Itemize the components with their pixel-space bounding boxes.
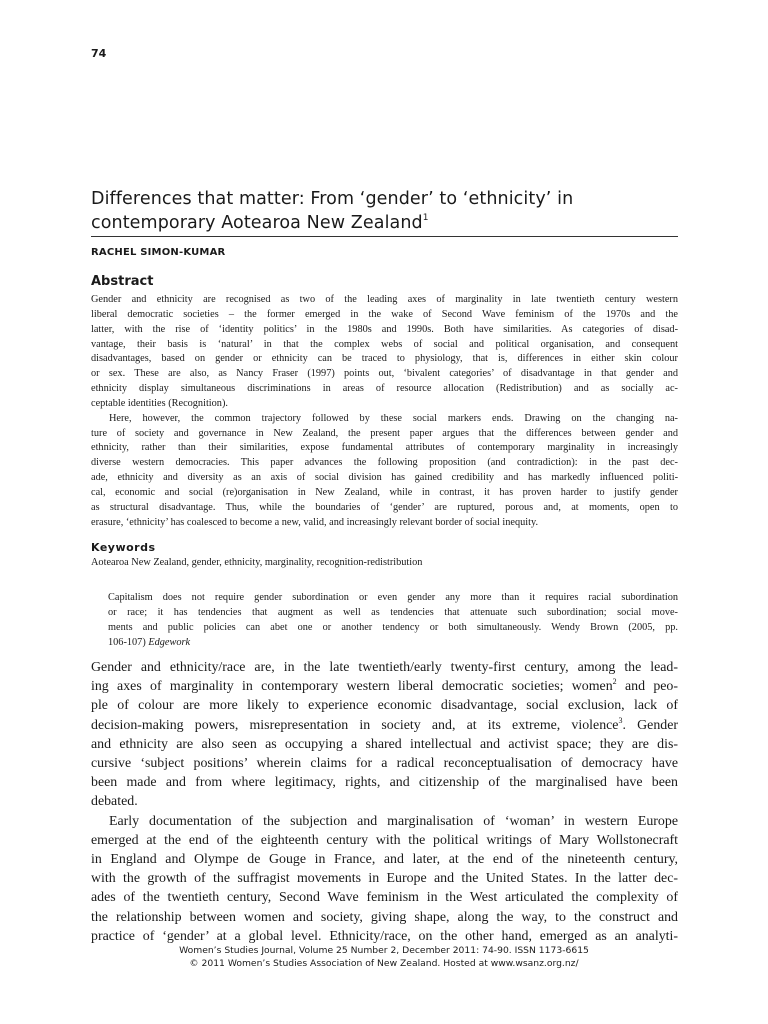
epigraph-line: Capitalism does not require gender subordination or even gender any more than it requires racial subordination [108,592,678,603]
body-line: and ethnicity are also seen as occupying a shared intellectual and activist space; they are dis- [91,736,678,752]
abstract-line: diverse western democracies. This paper advances the following proposition (and contradiction): in the past dec- [91,457,678,469]
body-line: ades of the twentieth century, Second Wave feminism in the West articulated the complexity of [91,890,678,906]
epigraph-line: or race; it has tendencies that augment as well as tendencies that attenuate such subordination; social move- [108,607,678,618]
abstract-body [91,293,678,531]
abstract-line: as structural disadvantage. Thus, while the boundaries of ‘gender’ are ruptured, porous and, at moments, open to [91,501,678,513]
body-line-text: and peo- [616,679,679,695]
journal-citation: Women’s Studies Journal, Volume 25 Number 2, December 2011: 74-90. ISSN 1173-6615 [179,945,589,956]
body-line: Early documentation of the subjection and marginalisation of ‘woman’ in western Europe [109,813,678,829]
abstract-line: ceptable identities (Recognition). [91,397,228,409]
page-footer [0,944,768,970]
page-number: 74 [91,47,107,60]
abstract-line: Here, however, the common trajectory followed by these social markers ends. Drawing on the changing na- [109,412,678,424]
title-line-2 [91,211,681,235]
body-line: cursive ‘subject positions’ wherein claims for a radical reconceptualisation of democracy have [91,756,678,772]
abstract-line: erasure, ‘ethnicity’ has coalesced to become a new, valid, and increasingly relevant border of social inequity. [91,516,539,528]
abstract-line: ture of society and governance in New Zealand, the present paper argues that the differences between gender and [91,427,678,439]
epigraph-source-title: Edgework [148,637,191,648]
author-name: RACHEL SIMON-KUMAR [91,247,226,258]
keywords-heading: Keywords [91,541,156,554]
body-line: emerged at the end of the eighteenth century with the political writings of Mary Wollstonecraft [91,832,678,848]
keywords-list: Aotearoa New Zealand, gender, ethnicity, marginality, recognition-redistribution [91,557,423,568]
abstract-heading: Abstract [91,274,154,289]
abstract-line: or sex. These are also, as Nancy Fraser (1997) points out, ‘bivalent categories’ of disadvantage in that gender and [91,368,678,380]
epigraph-quote [108,590,678,650]
abstract-line: Gender and ethnicity are recognised as two of the leading axes of marginality in late twentieth century western [91,294,678,305]
epigraph-pages: 106-107) [108,637,146,648]
copyright-notice: © 2011 Women’s Studies Association of New Zealand. Hosted at www.wsanz.org.nz/ [189,958,579,969]
abstract-line: ade, ethnicity and diversity as an axis of social division has gained credibility and has markedly influenced politi- [91,472,678,484]
epigraph-line [108,635,678,650]
title-line-1: Differences that matter: From ‘gender’ to ‘ethnicity’ in [91,188,574,209]
footnote-ref-2[interactable]: 2 [612,677,617,687]
body-line-text: decision-making powers, misrepresentation in society and, at its extreme, violence [91,717,619,733]
title-line-2-text: contemporary Aotearoa New Zealand [91,212,423,233]
body-line: in England and Olympe de Gouge in France, and later, at the end of the nineteenth century, [91,852,678,868]
article-title [91,187,681,235]
main-body-text [91,658,678,946]
body-line: debated. [91,794,138,810]
footnote-ref-3[interactable]: 3 [618,715,623,725]
abstract-line: ethnicity display simultaneous discriminations in areas of resource allocation (Redistribution) and as socially ac- [91,383,678,395]
title-footnote-mark[interactable]: 1 [422,212,429,223]
title-divider [91,236,678,237]
body-line-text: ing axes of marginality in contemporary western liberal democratic societies; women [91,679,613,695]
body-line: ple of colour are more likely to experience economic disadvantage, social exclusion, lack of [91,698,678,714]
abstract-line: cal, economic and social (re)organisation in New Zealand, while in contrast, it has proven harder to justify gender [91,486,678,498]
abstract-line: latter, with the rise of ‘identity politics’ in the 1980s and 1990s. Both have similarities. As categories of disad- [91,323,678,335]
abstract-line: vantage, their basis is ‘natural’ in that the complex webs of social and political organisation, and consequent [91,338,678,350]
body-line: practice of ‘gender’ at a global level. Ethnicity/race, on the other hand, emerged as an analyti- [91,928,678,944]
body-line: the relationship between women and society, giving shape, along the way, to the construct and [91,909,678,925]
abstract-line: liberal democratic societies – the former emerged in the wake of Second Wave feminism of the 1970s and the [91,308,678,320]
body-line [91,716,678,735]
abstract-line: ethnicity, rather than their similarities, expose fundamental attributes of contemporary marginality in increasingly [91,442,678,454]
body-line: been made and from where legitimacy, rights, and citizenship of the marginalised have been [91,775,678,791]
abstract-line: disadvantages, based on gender or ethnicity can be traced to physiology, that is, differences in either skin colour [91,353,678,365]
body-line: Gender and ethnicity/race are, in the late twentieth/early twenty-first century, among the lead- [91,660,678,675]
body-line: with the growth of the suffragist movements in Europe and the United States. In the latter dec- [91,871,678,887]
body-line-text: . Gender [622,717,678,733]
epigraph-line: ments and public policies can abet one or another tendency or both simultaneously. Wendy Brown (2005, pp. [108,622,678,633]
body-line [91,677,678,696]
